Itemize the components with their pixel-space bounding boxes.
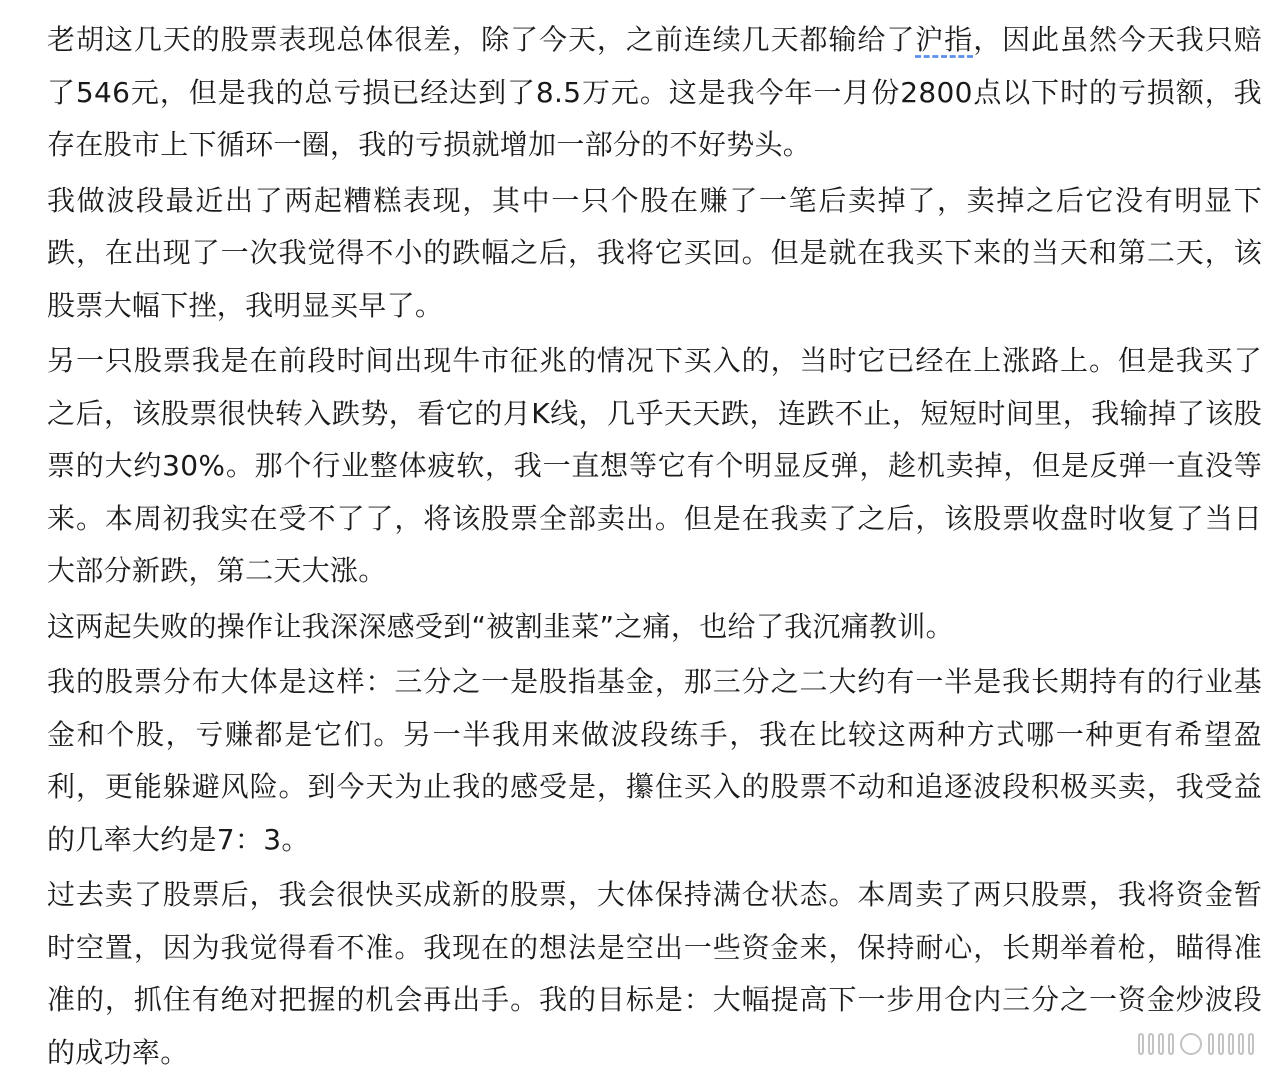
- watermark-bar: [1248, 1033, 1254, 1055]
- paragraph-6: 过去卖了股票后，我会很快买成新的股票，大体保持满仓状态。本周卖了两只股票，我将资金暂时空置，因为我觉得看不准。我现在的想法是空出一些资金来，保持耐心，长期举着枪，瞄得准准的，抓住有绝对把握的机会再出手。我的目标是：大幅提高下一步用仓内三分之一资金炒波段的成功率。: [47, 878, 1262, 1069]
- paragraph-5: 我的股票分布大体是这样：三分之一是股指基金，那三分之二大约有一半是我长期持有的行业基金和个股，亏赚都是它们。另一半我用来做波段练手，我在比较这两种方式哪一种更有希望盈利，更能躲避风险。到今天为止我的感受是，攥住买入的股票不动和追逐波段积极买卖，我受益的几率大约是7：3。: [47, 665, 1262, 856]
- watermark-circle: [1180, 1033, 1202, 1055]
- watermark-bar: [1148, 1033, 1154, 1055]
- watermark-bar: [1218, 1033, 1224, 1055]
- paragraph-1-text-end: ，因此虽然今天我只赔了546元，但是我的总亏损已经达到了8.5万元。这是我今年一月份2800点以下时的亏损额，我存在股市上下循环一圈，我的亏损就增加一部分的不好势头。: [47, 23, 1262, 161]
- watermark-bar: [1208, 1033, 1214, 1055]
- watermark-bar: [1168, 1033, 1174, 1055]
- paragraph-2: 我做波段最近出了两起糟糕表现，其中一只个股在赚了一笔后卖掉了，卖掉之后它没有明显下跌，在出现了一次我觉得不小的跌幅之后，我将它买回。但是就在我买下来的当天和第二天，该股票大幅下挫，我明显买早了。: [47, 183, 1262, 322]
- platform-logo-watermark-icon: [1138, 1033, 1254, 1055]
- article-body: [47, 14, 1262, 1082]
- watermark-bar: [1138, 1033, 1144, 1055]
- watermark-bar: [1228, 1033, 1234, 1055]
- watermark-bars: [1208, 1033, 1254, 1055]
- highlighted-term-link[interactable]: 沪指: [915, 23, 974, 56]
- watermark-bars: [1138, 1033, 1174, 1055]
- watermark-bar: [1238, 1033, 1244, 1055]
- paragraph-4: 这两起失败的操作让我深深感受到“被割韭菜”之痛，也给了我沉痛教训。: [47, 609, 954, 643]
- paragraph-1: [47, 14, 1262, 172]
- paragraph-1-text-start: 老胡这几天的股票表现总体很差，除了今天，之前连续几天都输给了: [47, 23, 916, 56]
- watermark-bar: [1158, 1033, 1164, 1055]
- paragraph-3: 另一只股票我是在前段时间出现牛市征兆的情况下买入的，当时它已经在上涨路上。但是我买了之后，该股票很快转入跌势，看它的月K线，几乎天天跌，连跌不止，短短时间里，我输掉了该股票的大约30%。那个行业整体疲软，我一直想等它有个明显反弹，趁机卖掉，但是反弹一直没等来。本周初我实在受不了了，将该股票全部卖出。但是在我卖了之后，该股票收盘时收复了当日大部分新跌，第二天大涨。: [47, 344, 1262, 587]
